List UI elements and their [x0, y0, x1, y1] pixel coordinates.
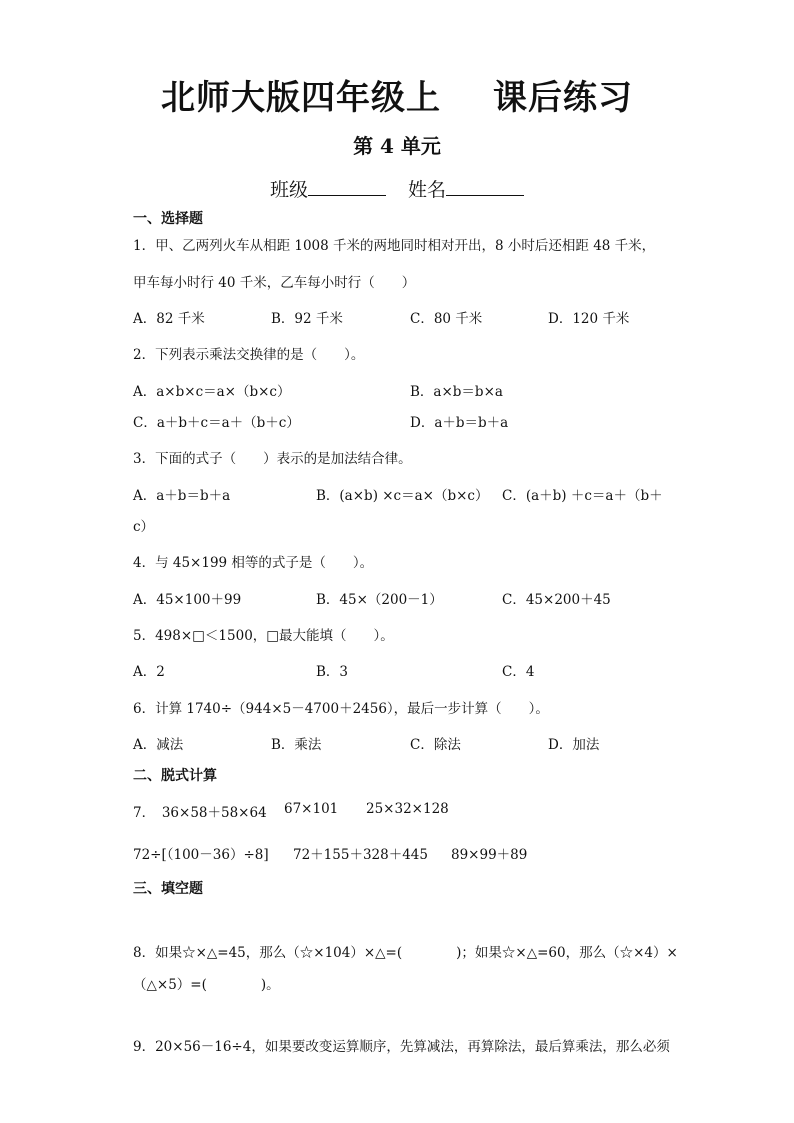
q1-line1: 1．甲、乙两列火车从相距 1008 千米的两地同时相对开出，8 小时后还相距 48 千米， — [133, 238, 656, 254]
name-blank[interactable] — [446, 177, 524, 196]
q4-option-c: C．45×200＋45 — [502, 592, 611, 608]
student-info — [0, 175, 794, 202]
q1-option-a: A．82 千米 — [133, 311, 205, 327]
q4-option-b: B．45×（200－1） — [316, 592, 443, 608]
q8-line2: （△×5）=( )。 — [133, 977, 280, 993]
q3-option-c-wrap: c） — [133, 519, 155, 535]
q6-option-d: D．加法 — [548, 737, 600, 753]
q9-line1: 9．20×56－16÷4，如果要改变运算顺序，先算减法，再算除法，最后算乘法，那么必须 — [133, 1039, 670, 1055]
q3-option-a: A．a＋b＝b＋a — [133, 488, 231, 504]
q5-option-c: C．4 — [502, 664, 535, 680]
q6-option-c: C．除法 — [410, 737, 461, 753]
q7-expr-2: 67×101 — [284, 801, 339, 817]
q3-stem: 3．下面的式子（ ）表示的是加法结合律。 — [133, 451, 412, 467]
q2-stem: 2．下列表示乘法交换律的是（ ）。 — [133, 347, 365, 363]
q2-option-b: B．a×b＝b×a — [410, 384, 503, 400]
q4-option-a: A．45×100＋99 — [133, 592, 242, 608]
q6-option-b: B．乘法 — [271, 737, 322, 753]
q7-expr-4: 72÷[（100－36）÷8] — [133, 847, 269, 863]
q2-option-a: A．a×b×c＝a×（b×c） — [133, 384, 291, 400]
q7-expr-6: 89×99＋89 — [451, 847, 528, 863]
class-blank[interactable] — [308, 177, 386, 196]
section-calc: 二、脱式计算 — [133, 768, 217, 784]
section-choice: 一、选择题 — [133, 211, 203, 227]
q4-stem: 4．与 45×199 相等的式子是（ ）。 — [133, 555, 374, 571]
unit-title: 第 4 单元 — [353, 134, 441, 158]
q5-stem: 5．498×□＜1500，□最大能填（ ）。 — [133, 628, 394, 644]
section-fill: 三、填空题 — [133, 881, 203, 897]
q1-option-d: D．120 千米 — [548, 311, 630, 327]
q3-option-c: C．(a＋b) ＋c＝a＋（b＋ — [502, 488, 663, 504]
q1-line2: 甲车每小时行 40 千米，乙车每小时行（ ） — [133, 275, 416, 291]
q6-stem: 6．计算 1740÷（944×5－4700＋2456），最后一步计算（ ）。 — [133, 701, 549, 717]
q8-line1: 8．如果☆×△=45，那么（☆×104）×△=( )；如果☆×△=60，那么（☆×4）× — [133, 945, 678, 961]
worksheet-title — [0, 70, 794, 119]
q2-option-c: C．a＋b＋c＝a＋（b＋c） — [133, 415, 300, 431]
q7-expr-1: 7． 36×58＋58×64 — [133, 805, 267, 821]
q3-option-b: B．(a×b) ×c＝a×（b×c） — [316, 488, 489, 504]
q1-option-b: B．92 千米 — [271, 311, 343, 327]
q5-option-a: A．2 — [133, 664, 165, 680]
q1-option-c: C．80 千米 — [410, 311, 483, 327]
q6-option-a: A．减法 — [133, 737, 184, 753]
q2-option-d: D．a＋b＝b＋a — [410, 415, 509, 431]
title-grade: 北师大版四年级上 — [161, 78, 441, 118]
class-label: 班级 — [269, 179, 308, 201]
q5-option-b: B．3 — [316, 664, 349, 680]
name-label: 姓名 — [408, 179, 447, 201]
title-practice: 课后练习 — [493, 78, 633, 118]
q7-expr-3: 25×32×128 — [366, 801, 449, 817]
q7-expr-5: 72＋155＋328＋445 — [293, 847, 428, 863]
